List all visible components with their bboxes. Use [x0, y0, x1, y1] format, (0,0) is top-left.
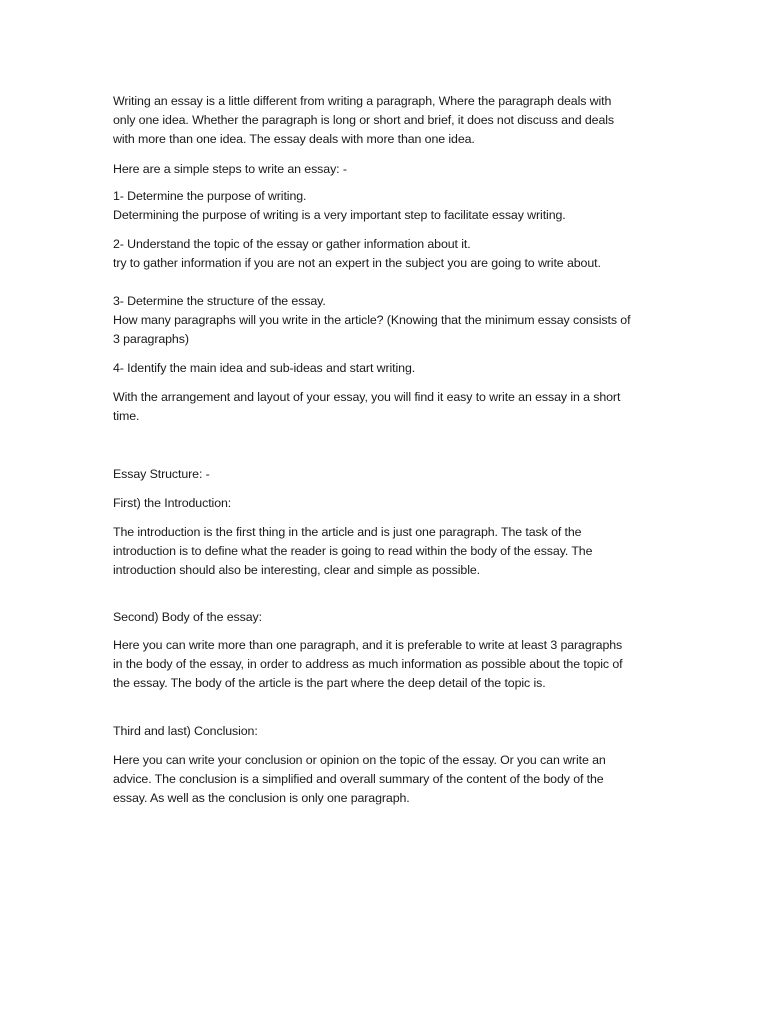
step-3: 3- Determine the structure of the essay. How many paragraphs will you write in the article? (Knowing that the minimum essay consists of 3 paragraphs) — [113, 294, 631, 346]
conclusion-body: Here you can write your conclusion or opinion on the topic of the essay. Or you can write an advice. The conclusion is a simplified and overall summary of the content of the body of the essay. As well as the conclusion is only one paragraph. — [113, 753, 606, 805]
closing-paragraph: With the arrangement and layout of your essay, you will find it easy to write an essay in a short time. — [113, 390, 621, 423]
structure-heading: Essay Structure: - — [113, 467, 210, 481]
conclusion-heading: Third and last) Conclusion: — [113, 724, 258, 738]
body-heading: Second) Body of the essay: — [113, 610, 262, 624]
steps-intro: Here are a simple steps to write an essay: - — [113, 162, 347, 176]
body-body: Here you can write more than one paragraph, and it is preferable to write at least 3 paragraphs in the body of the essay, in order to address as much information as possible about the topic of the essay. The body of the article is the part where the deep detail of the topic is. — [113, 638, 623, 690]
step-4: 4- Identify the main idea and sub-ideas and start writing. — [113, 361, 416, 375]
step-2: 2- Understand the topic of the essay or gather information about it. try to gather information if you are not an expert in the subject you are going to write about. — [113, 237, 601, 270]
step-1: 1- Determine the purpose of writing. Determining the purpose of writing is a very important step to facilitate essay writing. — [113, 189, 566, 222]
intro-paragraph: Writing an essay is a little different from writing a paragraph, Where the paragraph deals with only one idea. Whether the paragraph is long or short and brief, it does not discuss and deals with more than one idea. The essay deals with more than one idea. — [113, 94, 614, 146]
introduction-body: The introduction is the first thing in the article and is just one paragraph. The task of the introduction is to define what the reader is going to read within the body of the essay. The introduction should also be interesting, clear and simple as possible. — [113, 525, 593, 577]
introduction-heading: First) the Introduction: — [113, 496, 232, 510]
